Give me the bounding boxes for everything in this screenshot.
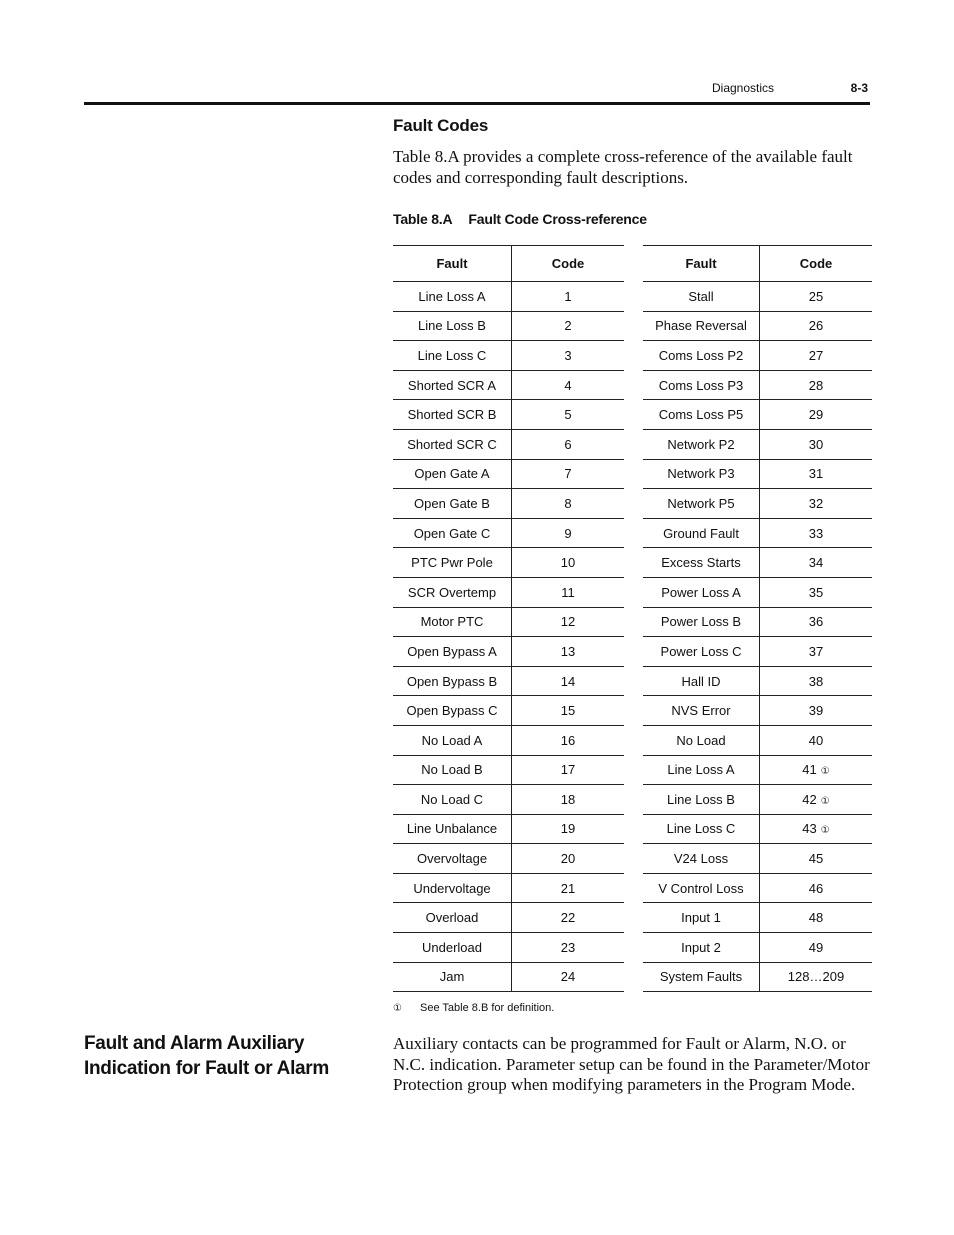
- fault-code-cell: [760, 962, 873, 992]
- fault-code-cell: [512, 903, 625, 933]
- table-row: [643, 696, 872, 726]
- page-number: 8-3: [850, 81, 868, 95]
- fault-name-cell: Open Gate C: [393, 518, 512, 548]
- fault-name-cell: Open Bypass B: [393, 666, 512, 696]
- fault-code-value: 49: [808, 939, 824, 955]
- fault-code-value: 25: [808, 288, 824, 304]
- fault-code-value: 7: [564, 466, 572, 482]
- fault-code-value: 16: [560, 732, 576, 748]
- table-row: [643, 370, 872, 400]
- table-row: [393, 814, 624, 844]
- fault-name-cell: Network P5: [643, 489, 760, 519]
- fault-code-value: 36: [808, 614, 824, 630]
- fault-name-cell: Power Loss B: [643, 607, 760, 637]
- fault-name-cell: SCR Overtemp: [393, 577, 512, 607]
- footnote-text: See Table 8.B for definition.: [420, 1002, 555, 1014]
- fault-code-value: 48: [808, 910, 824, 926]
- fault-code-value: 2: [564, 318, 572, 334]
- header-rule: [84, 102, 870, 105]
- table-row: [393, 666, 624, 696]
- fault-code-value: 39: [808, 703, 824, 719]
- fault-name-cell: Shorted SCR C: [393, 429, 512, 459]
- fault-code-cell: [760, 370, 873, 400]
- fault-code-value: 27: [808, 347, 824, 363]
- fault-name-cell: Open Bypass C: [393, 696, 512, 726]
- fault-code-cell: [760, 696, 873, 726]
- fault-code-cell: [760, 282, 873, 312]
- fault-name-cell: Undervoltage: [393, 873, 512, 903]
- fault-name-cell: Stall: [643, 282, 760, 312]
- fault-code-value: 42: [802, 791, 817, 807]
- fault-code-cell: [512, 370, 625, 400]
- table-row: [393, 873, 624, 903]
- fault-code-value: 34: [808, 555, 824, 571]
- table-row: [393, 518, 624, 548]
- fault-code-cell: [512, 785, 625, 815]
- table-row: [643, 873, 872, 903]
- fault-code-value: 45: [808, 851, 824, 867]
- table-footnote: [393, 1002, 554, 1014]
- aux-section-body: Auxiliary contacts can be programmed for Fault or Alarm, N.O. or N.C. indication. Parameter setup can be found in the Parameter/Motor Protection group when modifying parameters in the Program Mode.: [393, 1034, 870, 1094]
- fault-name-cell: Overvoltage: [393, 844, 512, 874]
- fault-code-cell: [760, 725, 873, 755]
- table-row: [393, 577, 624, 607]
- fault-code-value: 22: [560, 910, 576, 926]
- table-row: [393, 696, 624, 726]
- fault-name-cell: Coms Loss P5: [643, 400, 760, 430]
- fault-code-cell: [760, 814, 873, 844]
- fault-code-value: 3: [564, 347, 572, 363]
- fault-code-cell: [512, 577, 625, 607]
- table-row: [643, 577, 872, 607]
- fault-code-cell: [512, 666, 625, 696]
- fault-code-cell: [760, 429, 873, 459]
- table-row: [643, 489, 872, 519]
- fault-code-cell: [760, 873, 873, 903]
- fault-name-cell: No Load B: [393, 755, 512, 785]
- fault-code-cell: [512, 873, 625, 903]
- fault-name-cell: Line Loss A: [393, 282, 512, 312]
- table-row: [393, 370, 624, 400]
- fault-code-cell: [512, 518, 625, 548]
- fault-code-cell: [512, 607, 625, 637]
- fault-code-cell: [760, 844, 873, 874]
- table-header-row: [393, 246, 624, 282]
- column-header-fault: Fault: [643, 246, 760, 282]
- fault-code-value: 8: [564, 495, 572, 511]
- fault-code-cell: [512, 489, 625, 519]
- table-caption: [393, 211, 647, 227]
- fault-code-value: 23: [560, 939, 576, 955]
- fault-name-cell: Line Loss C: [393, 341, 512, 371]
- fault-code-value: 40: [808, 732, 824, 748]
- fault-name-cell: Ground Fault: [643, 518, 760, 548]
- fault-name-cell: Hall ID: [643, 666, 760, 696]
- column-header-fault: Fault: [393, 246, 512, 282]
- fault-name-cell: Line Unbalance: [393, 814, 512, 844]
- table-row: [643, 548, 872, 578]
- table-row: [393, 400, 624, 430]
- fault-name-cell: V24 Loss: [643, 844, 760, 874]
- fault-code-value: 32: [808, 495, 824, 511]
- fault-name-cell: Underload: [393, 933, 512, 963]
- fault-name-cell: Power Loss C: [643, 637, 760, 667]
- fault-code-cell: [512, 311, 625, 341]
- table-row: [643, 341, 872, 371]
- fault-code-value: 38: [808, 673, 824, 689]
- table-row: [643, 903, 872, 933]
- fault-name-cell: Open Gate A: [393, 459, 512, 489]
- fault-name-cell: Jam: [393, 962, 512, 992]
- fault-code-value: 33: [808, 525, 824, 541]
- fault-code-cell: [760, 666, 873, 696]
- table-row: [393, 755, 624, 785]
- fault-code-cell: [760, 548, 873, 578]
- fault-code-cell: [760, 785, 873, 815]
- fault-code-cell: [512, 282, 625, 312]
- table-row: [643, 785, 872, 815]
- fault-name-cell: Coms Loss P3: [643, 370, 760, 400]
- table-row: [393, 429, 624, 459]
- table-row: [643, 607, 872, 637]
- footnote-symbol: ①: [393, 1003, 402, 1014]
- fault-code-value: 11: [561, 584, 575, 600]
- table-row: [393, 844, 624, 874]
- table-caption-number: Table 8.A: [393, 211, 453, 227]
- fault-code-value: 1: [564, 288, 572, 304]
- fault-name-cell: Input 1: [643, 903, 760, 933]
- fault-code-value: 13: [560, 643, 576, 659]
- fault-code-cell: [760, 400, 873, 430]
- fault-name-cell: Line Loss A: [643, 755, 760, 785]
- fault-code-cell: [512, 814, 625, 844]
- fault-code-value: 37: [808, 643, 824, 659]
- table-row: [643, 459, 872, 489]
- table-row: [393, 637, 624, 667]
- table-row: [643, 282, 872, 312]
- footnote-reference: ①: [820, 795, 830, 807]
- table-row: [643, 311, 872, 341]
- footnote-reference: ①: [820, 825, 830, 837]
- table-row: [393, 282, 624, 312]
- fault-code-cell: [760, 577, 873, 607]
- fault-code-cell: [760, 933, 873, 963]
- fault-name-cell: Shorted SCR A: [393, 370, 512, 400]
- fault-code-cell: [760, 489, 873, 519]
- fault-name-cell: Network P2: [643, 429, 760, 459]
- aux-section-heading: Fault and Alarm Auxiliary Indication for Fault or Alarm: [84, 1033, 329, 1079]
- fault-code-cell: [512, 725, 625, 755]
- fault-name-cell: Network P3: [643, 459, 760, 489]
- column-header-code: Code: [760, 246, 873, 282]
- fault-code-value: 19: [560, 821, 576, 837]
- fault-name-cell: Line Loss B: [643, 785, 760, 815]
- fault-name-cell: Open Bypass A: [393, 637, 512, 667]
- fault-code-value: 29: [808, 407, 824, 423]
- fault-code-cell: [512, 696, 625, 726]
- fault-code-cell: [760, 607, 873, 637]
- running-header: [0, 81, 954, 97]
- fault-name-cell: Line Loss B: [393, 311, 512, 341]
- fault-code-value: 9: [564, 525, 572, 541]
- fault-codes-intro: Table 8.A provides a complete cross-reference of the available fault codes and corresponding fault descriptions.: [393, 147, 853, 187]
- fault-code-cell: [512, 429, 625, 459]
- fault-code-value: 4: [564, 377, 572, 393]
- fault-name-cell: Input 2: [643, 933, 760, 963]
- fault-name-cell: No Load C: [393, 785, 512, 815]
- fault-code-cell: [760, 459, 873, 489]
- section-title: Diagnostics: [712, 81, 775, 95]
- table-row: [643, 400, 872, 430]
- table-row: [393, 341, 624, 371]
- fault-code-value: 31: [808, 466, 824, 482]
- fault-code-value: 21: [560, 880, 576, 896]
- fault-code-value: 15: [560, 703, 576, 719]
- table-row: [393, 607, 624, 637]
- fault-name-cell: Coms Loss P2: [643, 341, 760, 371]
- table-row: [393, 459, 624, 489]
- fault-code-cell: [760, 903, 873, 933]
- table-row: [643, 933, 872, 963]
- fault-name-cell: Line Loss C: [643, 814, 760, 844]
- fault-code-cell: [512, 548, 625, 578]
- fault-code-cell: [512, 962, 625, 992]
- fault-code-cell: [512, 400, 625, 430]
- fault-name-cell: System Faults: [643, 962, 760, 992]
- fault-code-value: 14: [560, 673, 576, 689]
- table-row: [643, 755, 872, 785]
- fault-code-value: 35: [808, 584, 824, 600]
- fault-name-cell: Phase Reversal: [643, 311, 760, 341]
- column-header-code: Code: [512, 246, 625, 282]
- fault-name-cell: V Control Loss: [643, 873, 760, 903]
- fault-code-cell: [760, 341, 873, 371]
- fault-name-cell: Power Loss A: [643, 577, 760, 607]
- fault-code-cell: [512, 637, 625, 667]
- fault-code-cell: [760, 311, 873, 341]
- fault-code-value: 5: [564, 407, 572, 423]
- fault-code-cell: [512, 341, 625, 371]
- fault-code-value: 43: [802, 821, 817, 837]
- table-row: [643, 814, 872, 844]
- fault-name-cell: Open Gate B: [393, 489, 512, 519]
- table-row: [393, 489, 624, 519]
- table-row: [393, 903, 624, 933]
- table-row: [393, 962, 624, 992]
- fault-code-value: 24: [560, 969, 576, 985]
- fault-name-cell: Shorted SCR B: [393, 400, 512, 430]
- fault-name-cell: NVS Error: [643, 696, 760, 726]
- fault-code-cell: [512, 459, 625, 489]
- fault-code-value: 17: [560, 762, 576, 778]
- fault-code-cell: [512, 755, 625, 785]
- fault-code-value: 12: [560, 614, 576, 630]
- fault-code-value: 6: [564, 436, 572, 452]
- fault-name-cell: Excess Starts: [643, 548, 760, 578]
- fault-code-value: 28: [808, 377, 824, 393]
- fault-name-cell: Overload: [393, 903, 512, 933]
- table-row: [643, 666, 872, 696]
- table-row: [393, 785, 624, 815]
- fault-code-table-left: [393, 245, 624, 992]
- table-row: [393, 933, 624, 963]
- table-row: [643, 725, 872, 755]
- fault-code-value: 20: [560, 851, 576, 867]
- fault-codes-heading: Fault Codes: [393, 116, 489, 135]
- fault-code-cell: [760, 637, 873, 667]
- fault-code-value: 128…209: [787, 969, 845, 985]
- footnote-reference: ①: [820, 766, 830, 778]
- fault-name-cell: No Load: [643, 725, 760, 755]
- fault-code-value: 18: [560, 791, 576, 807]
- fault-code-value: 10: [560, 555, 576, 571]
- table-header-row: [643, 246, 872, 282]
- fault-name-cell: PTC Pwr Pole: [393, 548, 512, 578]
- table-row: [643, 637, 872, 667]
- fault-name-cell: Motor PTC: [393, 607, 512, 637]
- table-row: [643, 429, 872, 459]
- fault-code-cell: [760, 755, 873, 785]
- table-row: [393, 725, 624, 755]
- table-caption-title: Fault Code Cross-reference: [468, 211, 647, 227]
- fault-code-value: 41: [802, 762, 817, 778]
- fault-name-cell: No Load A: [393, 725, 512, 755]
- fault-code-value: 26: [808, 318, 824, 334]
- table-row: [643, 962, 872, 992]
- table-row: [643, 518, 872, 548]
- table-row: [393, 548, 624, 578]
- table-row: [643, 844, 872, 874]
- fault-code-value: 30: [808, 436, 824, 452]
- fault-code-cell: [512, 844, 625, 874]
- fault-code-cell: [760, 518, 873, 548]
- fault-code-value: 46: [808, 880, 824, 896]
- fault-code-table-right: [643, 245, 872, 992]
- table-row: [393, 311, 624, 341]
- fault-code-cell: [512, 933, 625, 963]
